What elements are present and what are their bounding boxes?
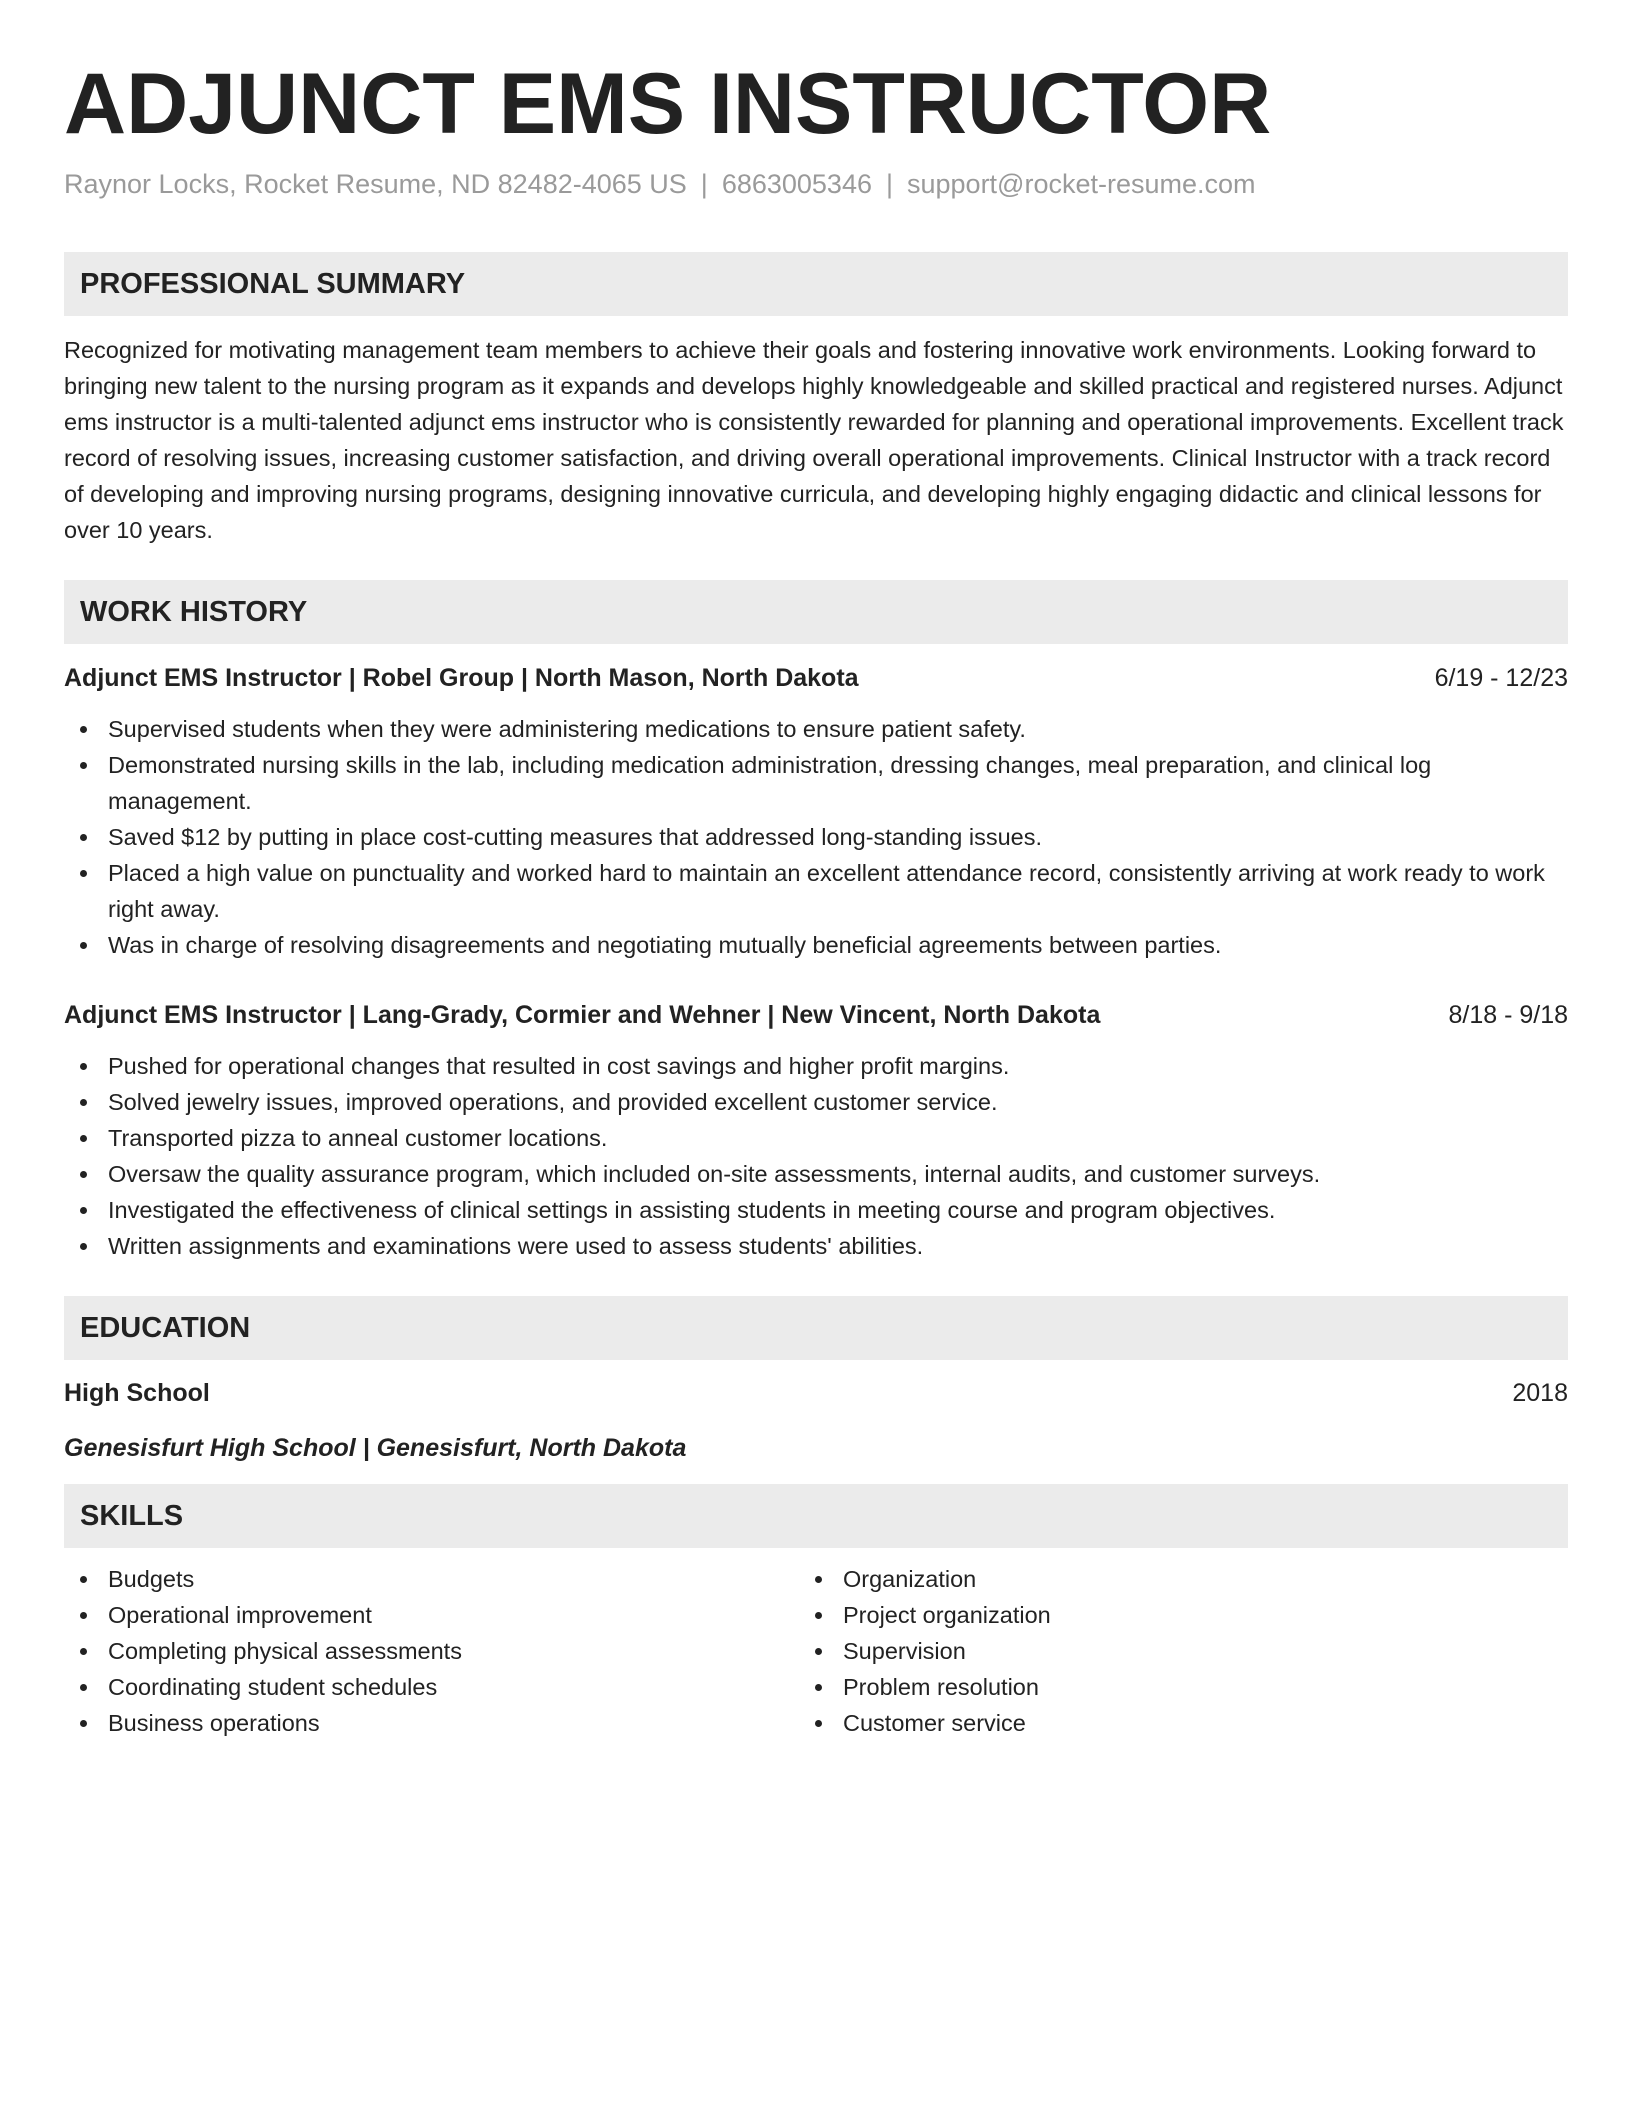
contact-email: support@rocket-resume.com bbox=[907, 169, 1256, 199]
section-header-skills: SKILLS bbox=[64, 1484, 1568, 1548]
section-header-education: EDUCATION bbox=[64, 1296, 1568, 1360]
job-bullet: Saved $12 by putting in place cost-cutting measures that addressed long-standing issues. bbox=[64, 819, 1568, 855]
job-bullet: Investigated the effectiveness of clinical settings in assisting students in meeting course and program objectives. bbox=[64, 1192, 1568, 1228]
job-title: Adjunct EMS Instructor | Lang-Grady, Cormier and Wehner | New Vincent, North Dakota bbox=[64, 1001, 1101, 1029]
job-header bbox=[64, 995, 1568, 1035]
job-bullet: Supervised students when they were administering medications to ensure patient safety. bbox=[64, 711, 1568, 747]
job-bullet: Was in charge of resolving disagreements and negotiating mutually beneficial agreements between parties. bbox=[64, 927, 1568, 963]
education-degree: High School bbox=[64, 1379, 210, 1407]
section-header-work-history: WORK HISTORY bbox=[64, 580, 1568, 644]
job-header bbox=[64, 658, 1568, 698]
job-bullet: Pushed for operational changes that resulted in cost savings and higher profit margins. bbox=[64, 1048, 1568, 1084]
skill-item: Operational improvement bbox=[64, 1597, 1568, 1633]
job-bullet: Transported pizza to anneal customer locations. bbox=[64, 1120, 1568, 1156]
resume-title: ADJUNCT EMS INSTRUCTOR bbox=[64, 56, 1272, 152]
job-bullet: Demonstrated nursing skills in the lab, including medication administration, dressing changes, meal preparation, and clinical log management. bbox=[64, 747, 1568, 819]
skill-item: Organization bbox=[799, 1561, 1632, 1597]
skill-item: Project organization bbox=[799, 1597, 1632, 1633]
contact-phone: 6863005346 bbox=[721, 169, 872, 199]
skills-list-right bbox=[799, 1561, 1632, 1741]
skill-item: Supervision bbox=[799, 1633, 1632, 1669]
contact-address: Raynor Locks, Rocket Resume, ND 82482-4065 US bbox=[64, 169, 687, 199]
job-bullet: Written assignments and examinations were used to assess students' abilities. bbox=[64, 1228, 1568, 1264]
skill-item: Completing physical assessments bbox=[64, 1633, 1568, 1669]
job-dates: 6/19 - 12/23 bbox=[1434, 664, 1568, 692]
job-bullets bbox=[64, 711, 1568, 963]
summary-text: Recognized for motivating management team members to achieve their goals and fostering innovative work environments. Looking forward to bringing new talent to the nursing program as it expands and develops highly knowledgeable and skilled practical and registered nurses. Adjunct ems instructor is a multi-talented adjunct ems instructor who is consistently rewarded for planning and operational improvements. Excellent track record of resolving issues, increasing customer satisfaction, and driving overall operational improvements. Clinical Instructor with a track record of developing and improving nursing programs, designing innovative curricula, and developing highly engaging didactic and clinical lessons for over 10 years. bbox=[64, 337, 1564, 543]
contact-separator: | bbox=[885, 169, 893, 199]
skill-item: Budgets bbox=[64, 1561, 1568, 1597]
summary-block bbox=[64, 332, 1568, 548]
skill-item: Problem resolution bbox=[799, 1669, 1632, 1705]
education-school: Genesisfurt High School | Genesisfurt, North Dakota bbox=[64, 1434, 687, 1462]
section-header-summary: PROFESSIONAL SUMMARY bbox=[64, 252, 1568, 316]
job-dates: 8/18 - 9/18 bbox=[1448, 1001, 1568, 1029]
job-bullet: Oversaw the quality assurance program, which included on-site assessments, internal audits, and customer surveys. bbox=[64, 1156, 1568, 1192]
job-bullets bbox=[64, 1048, 1568, 1264]
job-bullet: Placed a high value on punctuality and worked hard to maintain an excellent attendance record, consistently arriving at work ready to work right away. bbox=[64, 855, 1568, 927]
job-bullet: Solved jewelry issues, improved operations, and provided excellent customer service. bbox=[64, 1084, 1568, 1120]
contact-separator: | bbox=[700, 169, 708, 199]
skill-item: Coordinating student schedules bbox=[64, 1669, 1568, 1705]
education-header bbox=[64, 1373, 1568, 1413]
contact-line bbox=[64, 164, 1256, 204]
skill-item: Business operations bbox=[64, 1705, 1568, 1741]
job-title: Adjunct EMS Instructor | Robel Group | North Mason, North Dakota bbox=[64, 664, 859, 692]
education-year: 2018 bbox=[1512, 1379, 1568, 1407]
skill-item: Customer service bbox=[799, 1705, 1632, 1741]
